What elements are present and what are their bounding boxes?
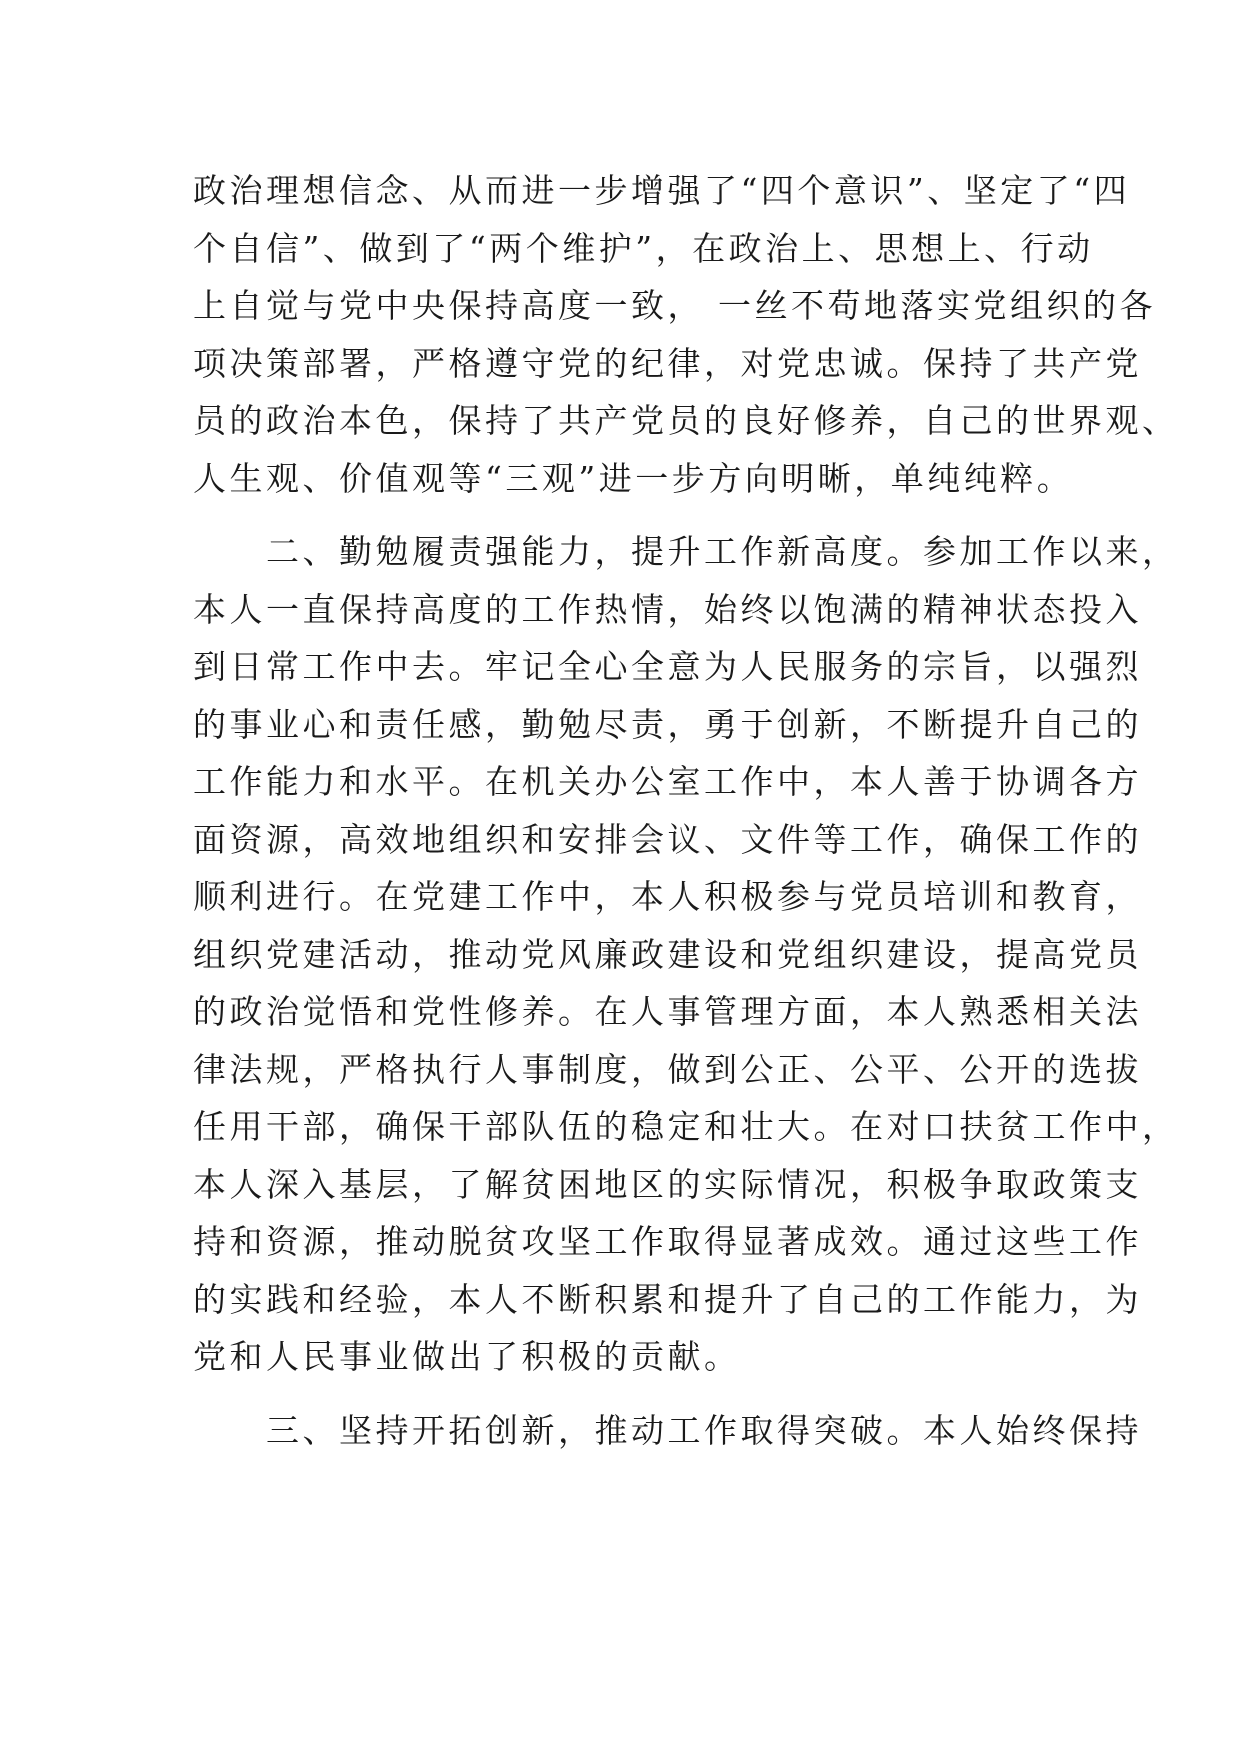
paragraph-political-conviction: [193, 162, 1179, 507]
text-line: 持和资源，推动脱贫攻坚工作取得显著成效。通过这些工作: [193, 1222, 1142, 1261]
text-line: 的实践和经验，本人不断积累和提升了自己的工作能力，为: [193, 1279, 1142, 1319]
text-line: 党和人民事业做出了积极的贡献。: [193, 1337, 741, 1376]
text-line: 个自信”、做到了“两个维护”，在政治上、思想上、行动: [193, 228, 1094, 268]
text-line: 到日常工作中去。牢记全心全意为人民服务的宗旨，以强烈: [193, 647, 1142, 686]
text-line: 组织党建活动，推动党风廉政建设和党组织建设，提高党员: [193, 934, 1142, 974]
text-line: 上自觉与党中央保持高度一致， 一丝不苟地落实党组织的各: [193, 286, 1156, 325]
text-line: 本人一直保持高度的工作热情，始终以饱满的精神状态投入: [193, 589, 1142, 629]
document-body: [193, 162, 1179, 1459]
text-line: 人生观、价值观等“三观”进一步方向明晰，单纯纯粹。: [193, 458, 1074, 498]
text-line: 律法规，严格执行人事制度，做到公正、公平、公开的选拔: [193, 1049, 1142, 1089]
text-line: 顺利进行。在党建工作中，本人积极参与党员培训和教育，: [193, 877, 1142, 916]
paragraph-section-two: [193, 523, 1179, 1386]
text-line: 员的政治本色，保持了共产党员的良好修养，自己的世界观、: [193, 401, 1179, 440]
text-line: 工作能力和水平。在机关办公室工作中，本人善于协调各方: [193, 762, 1142, 801]
paragraph-section-three: [193, 1402, 1142, 1460]
text-line: 面资源，高效地组织和安排会议、文件等工作，确保工作的: [193, 819, 1142, 859]
text-line: 任用干部，确保干部队伍的稳定和壮大。在对口扶贫工作中，: [193, 1107, 1179, 1146]
paragraph-gap: [193, 1386, 1053, 1402]
text-line: 项决策部署，严格遵守党的纪律，对党忠诚。保持了共产党: [193, 343, 1142, 383]
text-line: 的政治觉悟和党性修养。在人事管理方面，本人熟悉相关法: [193, 992, 1142, 1031]
section-heading-line: 二、勤勉履责强能力，提升工作新高度。参加工作以来，: [193, 532, 1179, 571]
text-line: 政治理想信念、从而进一步增强了“四个意识”、坚定了“四: [193, 171, 1131, 210]
text-line: 本人深入基层，了解贫困地区的实际情况，积极争取政策支: [193, 1164, 1142, 1204]
section-heading-line: 三、坚持开拓创新，推动工作取得突破。本人始终保持: [193, 1410, 1142, 1450]
paragraph-gap: [193, 507, 1053, 523]
text-line: 的事业心和责任感，勤勉尽责，勇于创新，不断提升自己的: [193, 704, 1142, 744]
